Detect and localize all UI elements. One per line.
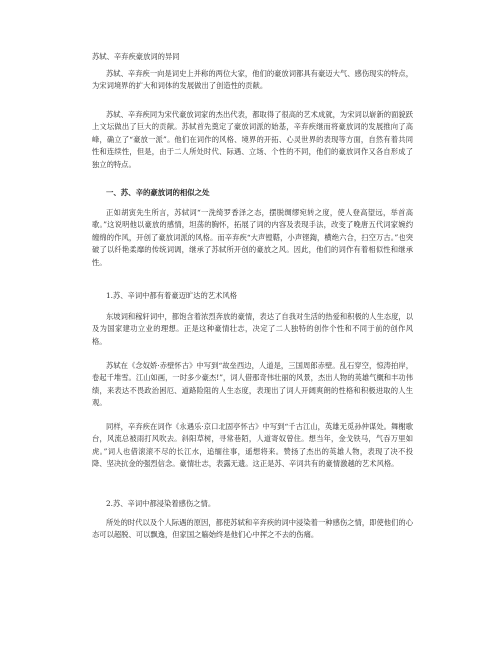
section-heading-similarities: 一、苏、辛的豪放词的相似之处 [106,188,210,197]
paragraph-su-shi-nian-nu-jiao: 苏轼在《念奴娇·赤壁怀古》中写到“故垒西边，人道是，三国周郎赤壁。乱石穿空，惊涛拍岸，卷起千堆雪。江山如画，一时多少豪杰!”，词人借那奇伟壮丽的风景，杰出人物的英雄气概和丰功伟绩，来表达不畏政治困厄、道路险阻的人生态度，表现出了词人开阔爽朗的性格和积极进取的人生观。 [92,361,413,408]
paragraph-dongpo-jiaxuan: 东坡词和稼轩词中，都饱含着浓烈奔放的豪情，表达了自我对生活的热爱和积极的人生态度，以及为国家建功立业的理想。正是这种豪情壮志，决定了二人独特的创作个性和不同于前的创作风格。 [92,312,413,346]
paragraph-sentiment: 所处的时代以及个人际遇的原因，都使苏轼和辛弃疾的词中浸染着一种感伤之情，即使他们的心态可以超脱、可以飘逸，但家国之觞始终是他们心中挥之不去的伤痛。 [92,518,413,540]
paragraph-intro: 苏轼、辛弃疾一向是词史上并称的两位大家，他们的豪放词都具有豪迈大气、感伤现实的特点，为宋词境界的扩大和词体的发展做出了创造性的贡献。 [92,69,413,91]
paragraph-xin-qiji-yong-yu-le: 同样，辛弃疾在词作《永遇乐·京口北固亭怀古》中写到“千古江山，英雄无觅孙仲谋处。舞榭歌台，风流总被雨打风吹去。斜阳草树，寻常巷陌，人道寄奴曾住。想当年，金戈铁马，气吞万里如虎。”词人也借滚滚不尽的长江水，追缅往事，遥想将来。赞扬了杰出的英雄人物，表现了决不投降、坚决抗金的强烈信念。豪情壮志，表露无遗。这正是苏、辛词共有的豪情激越的艺术风格。 [92,422,413,469]
document-title: 苏轼、辛弃疾豪放词的异同 [92,52,180,61]
subheading-sentiment: 2.苏、辛词中都浸染着感伤之情。 [106,499,216,508]
paragraph-hu-yin: 正如胡寅先生所言，苏轼词“一洗绮罗香泽之态，摆脱绸缪宛转之度，使人登高望远，举首高歌。”这说明他以豪放的感情，坦荡的胸怀，拓展了词的内容及表现手法，改变了晚唐五代词家婉约缠绵的作风，开创了豪放词派的风格。而辛弃疾“大声镗鞳，小声铿鍧，横绝六合，扫空万古。”也突破了以纤艳柔靡的传统词调，继承了苏轼所开创的豪放之风。因此，他们的词作有着相似性和继承性。 [92,208,413,267]
subheading-bold-style: 1.苏、辛词中都有着豪迈旷达的艺术风格 [106,291,238,300]
paragraph-overview: 苏轼、辛弃疾同为宋代豪放词家的杰出代表，都取得了很高的艺术成就，为宋词以崭新的面貌跃上文坛做出了巨大的贡献。苏轼首先奠定了豪放词派的始基，辛弃疾继而将豪放词的发展推向了高峰，确立了“豪放一派”。他们在词作的风格、境界的开拓、心灵世界的表现等方面，自然有着共同性和连续性，但是，由于二人所处时代、际遇、立场、个性的不同，他们的豪放词作又各自形成了独立的特点。 [92,110,413,169]
